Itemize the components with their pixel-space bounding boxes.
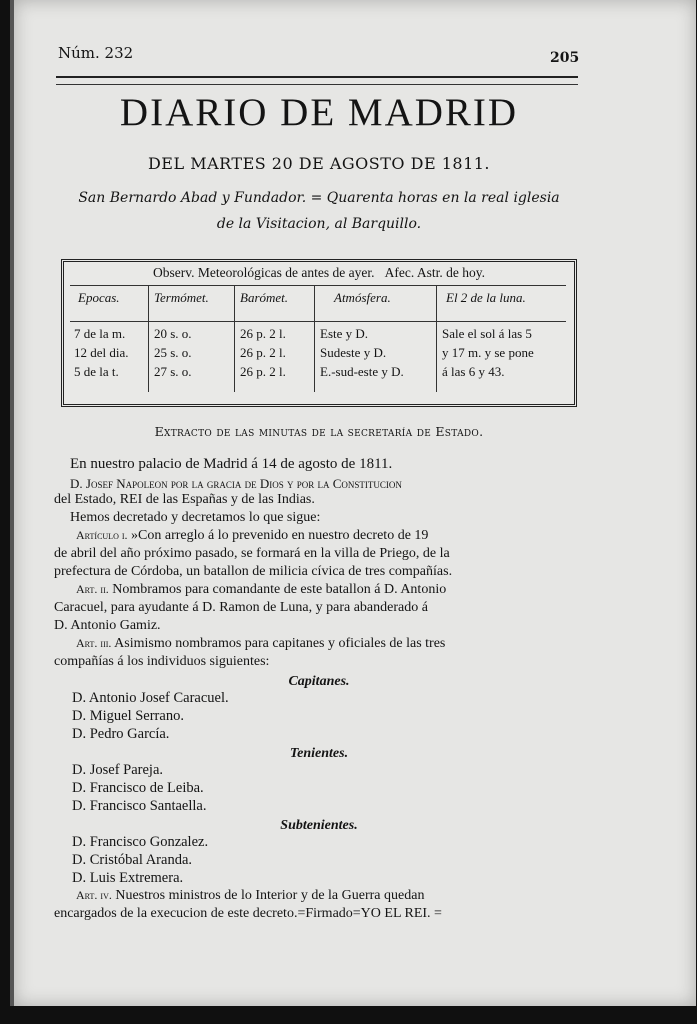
art2-line-1 — [76, 582, 446, 598]
meteorology-title-left: Observ. Meteorológicas de antes de ayer. — [153, 265, 375, 280]
col-divider — [436, 286, 437, 392]
name-list-item: D. Francisco Gonzalez. — [72, 834, 209, 850]
row-barometro: 26 p. 2 l. — [240, 345, 286, 360]
header-rule — [56, 76, 578, 78]
newspaper-page — [10, 0, 696, 1006]
article-opening: En nuestro palacio de Madrid á 14 de agosto de 1811. — [70, 456, 393, 472]
col-header-termometro: Termómet. — [154, 290, 209, 305]
saint-of-day-line-1: San Bernardo Abad y Fundador. = Quarenta horas en la real iglesia — [78, 190, 560, 206]
table-rule — [70, 321, 566, 322]
name-list-item: D. Francisco Santaella. — [72, 798, 207, 814]
table-rule — [70, 285, 566, 286]
art3-text-1: Asimismo nombramos para capitanes y oficiales de las tres — [114, 636, 446, 651]
row-atmosfera: Este y D. — [320, 326, 369, 341]
col-barometro — [240, 324, 286, 381]
tenientes-heading: Tenientes. — [289, 746, 349, 761]
art1-line-2: de abril del año próximo pasado, se formará en la villa de Priego, de la — [54, 546, 450, 561]
art1-line-3: prefectura de Córdoba, un batallon de milicia cívica de tres compañías. — [54, 564, 453, 579]
king-title-line-2: del Estado, REI de las Españas y de las Indias. — [54, 492, 315, 507]
name-list-item: D. Francisco de Leiba. — [72, 780, 204, 796]
issue-number: Núm. 232 — [58, 44, 134, 62]
astro-line: á las 6 y 43. — [442, 364, 505, 379]
row-atmosfera: E.-sud-este y D. — [320, 364, 404, 379]
art3-label: Art. iii. — [76, 636, 112, 650]
name-list-item: D. Luis Extremera. — [72, 870, 184, 886]
col-epocas — [74, 324, 129, 381]
decree-line: Hemos decretado y decretamos lo que sigue: — [70, 510, 321, 525]
row-epoca: 7 de la m. — [74, 326, 126, 341]
art4-text-1: Nuestros ministros de lo Interior y de la Guerra quedan — [115, 888, 425, 903]
name-list-item: D. Pedro García. — [72, 726, 170, 742]
article-heading: Extracto de las minutas de la secretaría de Estado. — [154, 424, 484, 439]
col-termometro — [154, 324, 192, 381]
art2-line-2: Caracuel, para ayudante á D. Ramon de Luna, y para abanderado á — [54, 600, 428, 615]
subtenientes-heading: Subtenientes. — [280, 818, 358, 833]
art2-line-3: D. Antonio Gamiz. — [54, 618, 161, 633]
meteorology-title-right: Afec. Astr. de hoy. — [384, 265, 485, 280]
col-header-atmosfera: Atmósfera. — [334, 290, 391, 305]
col-astro — [442, 324, 534, 381]
row-termometro: 20 s. o. — [154, 326, 192, 341]
art4-line-2: encargados de la execucion de este decreto.=Firmado=YO EL REI. = — [54, 906, 442, 921]
astro-line: Sale el sol á las 5 — [442, 326, 532, 341]
row-atmosfera: Sudeste y D. — [320, 345, 387, 360]
row-epoca: 12 del dia. — [74, 345, 129, 360]
col-header-epocas: Epocas. — [78, 290, 120, 305]
col-divider — [148, 286, 149, 392]
masthead-title: DIARIO DE MADRID — [119, 91, 519, 134]
meteorology-table — [61, 259, 577, 407]
art3-line-1 — [76, 636, 445, 652]
row-barometro: 26 p. 2 l. — [240, 364, 286, 379]
art4-line-1 — [76, 888, 424, 904]
art1-line-1 — [76, 528, 428, 544]
art2-label: Art. ii. — [76, 582, 109, 596]
col-divider — [234, 286, 235, 392]
art2-text-1: Nombramos para comandante de este batallon á D. Antonio — [112, 582, 447, 597]
col-header-barometro: Barómet. — [240, 290, 289, 305]
row-barometro: 26 p. 2 l. — [240, 326, 286, 341]
art3-line-2: compañías á los individuos siguientes: — [54, 654, 270, 669]
col-divider — [314, 286, 315, 392]
row-epoca: 5 de la t. — [74, 364, 119, 379]
name-list-item: D. Antonio Josef Caracuel. — [72, 690, 229, 706]
row-termometro: 25 s. o. — [154, 345, 192, 360]
header-rule-thin — [56, 84, 578, 85]
name-list-item: D. Miguel Serrano. — [72, 708, 184, 724]
art4-label: Art. iv. — [76, 888, 112, 902]
meteorology-title — [64, 265, 574, 281]
col-atmosfera — [320, 324, 404, 381]
name-list-item: D. Cristóbal Aranda. — [72, 852, 193, 868]
page-number: 205 — [550, 50, 580, 66]
name-list-item: D. Josef Pareja. — [72, 762, 164, 778]
row-termometro: 27 s. o. — [154, 364, 192, 379]
saint-of-day-line-2: de la Visitacion, al Barquillo. — [216, 216, 422, 232]
art1-label: Artículo i. — [76, 528, 128, 542]
dateline: DEL MARTES 20 DE AGOSTO DE 1811. — [147, 154, 491, 173]
art1-text-1: »Con arreglo á lo prevenido en nuestro decreto de 19 — [131, 528, 429, 543]
capitanes-heading: Capitanes. — [288, 674, 350, 689]
astro-line: y 17 m. y se pone — [442, 345, 534, 360]
col-header-astro: El 2 de la luna. — [446, 290, 526, 305]
king-title-line-1: D. Josef Napoleon por la gracia de Dios y por la Constitucion — [70, 476, 402, 491]
